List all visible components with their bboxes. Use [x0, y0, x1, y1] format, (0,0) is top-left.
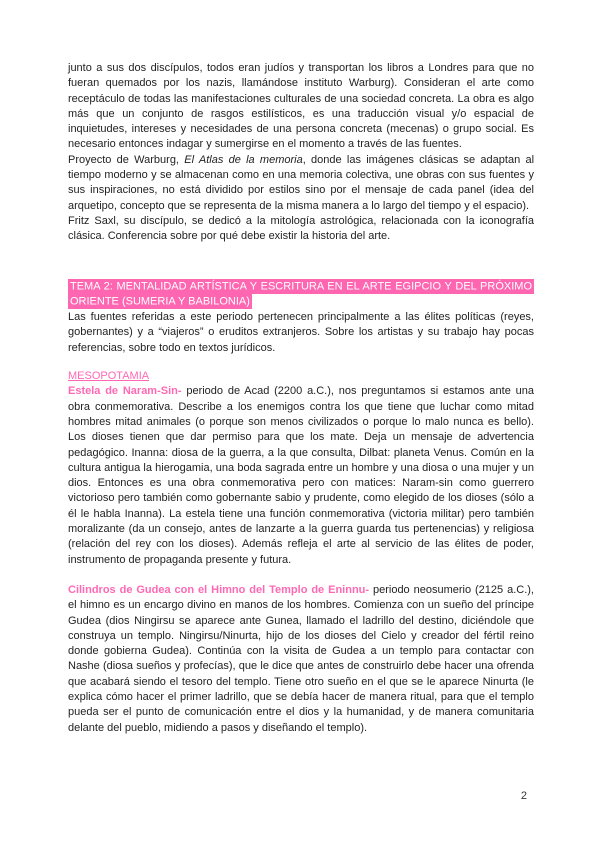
paragraph-atlas-memoria	[68, 153, 534, 214]
section-heading-tema2	[68, 280, 534, 311]
paragraph-tema2-intro: Las fuentes referidas a este periodo pertenecen principalmente a las élites políticas (reyes, gobernantes) y a “viajeros” o eruditos extranjeros. Sobre los artistas y su trabajo hay pocas referencias, sobre todo en textos jurídicos.	[68, 311, 534, 354]
paragraph-cilindros-gudea	[68, 583, 534, 736]
atlas-paragraph-prefix: Proyecto de Warburg,	[68, 153, 185, 166]
document-content	[68, 61, 534, 736]
atlas-book-title-italic: El Atlas de la memoria	[184, 153, 303, 166]
paragraph-warburg-institute: junto a sus dos discípulos, todos eran judíos y transportan los libros a Londres para que no fueran quemados por los nazis, llamándose instituto Warburg). Consideran el arte como receptáculo de todas las manifestaciones culturales de una sociedad concreta. La obra es algo más que un conjunto de rasgos estilísticos, es una traducción visual y/o espacial de inquietudes, intereses y necesidades de una persona concreta (mecenas) o grupo social. Es necesario entonces indagar y sumergirse en el momento a través de las fuentes.	[68, 62, 534, 151]
subsection-heading-mesopotamia	[68, 369, 534, 384]
cilindros-gudea-body: periodo neosumerio (2125 a.C.), el himno es un encargo divino en manos de los hombres. Comienza con un sueño del príncipe Gudea (dios Ningirsu se aparece ante Gunea, llamado el ladrillo del destino, diciéndole que construya un templo. Ningirsu/Ninurta, hijo de los dioses del Cielo y creador del fértil reino donde gobierna Gudea). Continúa con la visita de Gudea a un templo para contactar con Nashe (diosa sueños y profecías), que le dice que antes de construirlo debe hacer una ofrenda que acabará siendo el tesoro del templo. Tiene otro sueño en el que se le aparece Ninurta (le explica cómo hacer el primer ladrillo, que se debía hacer de manera ritual, para que el templo pueda ser el punto de comunicación entre el dios y la humanidad, y de manera comunitaria delante del pueblo, midiendo a pasos y diseñando el templo).	[68, 583, 534, 734]
tema2-heading-highlight: TEMA 2: MENTALIDAD ARTÍSTICA Y ESCRITURA EN EL ARTE EGIPCIO Y DEL PRÓXIMO ORIENTE (SUMERIA Y BABILONIA)	[70, 280, 532, 308]
cilindros-gudea-title: Cilindros de Gudea con el Himno del Templo de Eninnu-	[68, 583, 370, 596]
paragraph-estela-naram-sin	[68, 384, 534, 568]
estela-naram-sin-title: Estela de Naram-Sin-	[68, 385, 182, 398]
estela-naram-sin-body: periodo de Acad (2200 a.C.), nos preguntamos si estamos ante una obra conmemorativa. Describe a los enemigos contra los que tiene que luchar como mitad hombres mitad animales (o porque son menos civilizados o porque lo malo nunca es bello). Los dioses tienen que dar permiso para que los mate. Deja un mensaje de advertencia pedagógico. Inanna: diosa de la guerra, a la que consulta, Dilbat: planeta Venus. Común en la cultura antigua la hierogamia, una boda sagrada entre un hombre y una diosa o una mujer y un dios. Entonces es una obra conmemorativa pero con matices: Naram-sin como guerrero victorioso pero también como gobernante sabio y prudente, como elegido de los dioses (sólo a él le habla Inanna). La estela tiene una función conmemorativa (victoria militar) pero también moralizante (da un consejo, antes de lanzarte a la guerra guarda tus pertenencias) y religiosa (relación del rey con los dioses). Además refleja el arte al servicio de las élites de poder, instrumento de propaganda presente y futura.	[68, 385, 534, 566]
mesopotamia-heading-text: MESOPOTAMIA	[68, 370, 150, 383]
atlas-paragraph-rest: , donde las imágenes clásicas se adaptan al tiempo moderno y se almacenan como en una memoria colectiva, une obras con sus fuentes y sus inspiraciones, no está dividido por estilos sino por el mensaje de cada panel (idea del arquetipo, concepto que se representa de la misma manera a lo largo del tiempo y el espacio).	[68, 153, 535, 212]
paragraph-fritz-saxl: Fritz Saxl, su discípulo, se dedicó a la mitología astrológica, relacionada con la iconografía clásica. Conferencia sobre por qué debe existir la historia del arte.	[68, 214, 534, 243]
page-number: 2	[520, 790, 527, 802]
